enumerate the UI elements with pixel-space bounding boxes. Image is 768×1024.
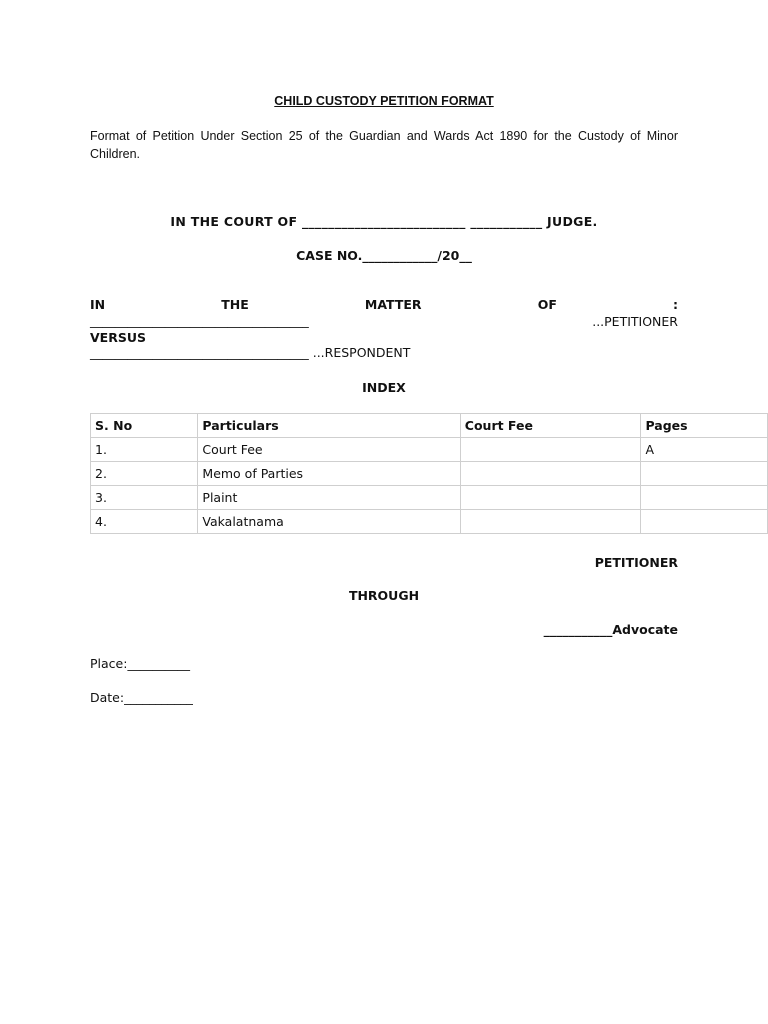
- matter-word-3: MATTER: [364, 297, 422, 312]
- respondent-line: ___________________________________ ...RESPONDENT: [90, 345, 411, 360]
- matter-word-1: IN: [90, 297, 106, 312]
- cell-court-fee: [460, 438, 641, 462]
- header-sno: S. No: [91, 414, 198, 438]
- table-row: [91, 510, 768, 534]
- petitioner-signature: PETITIONER: [594, 555, 678, 570]
- index-table: [90, 413, 768, 534]
- petitioner-tag: ...PETITIONER: [592, 314, 678, 329]
- table-row: [91, 438, 768, 462]
- cell-court-fee: [460, 462, 641, 486]
- petitioner-blank: ___________________________________: [90, 313, 309, 328]
- date-field: Date:___________: [90, 690, 193, 705]
- cell-pages: A: [641, 438, 768, 462]
- cell-particulars: Vakalatnama: [198, 510, 460, 534]
- cell-sno: 4.: [91, 510, 198, 534]
- index-heading: INDEX: [362, 380, 406, 395]
- versus-label: VERSUS: [90, 330, 146, 345]
- table-row: [91, 486, 768, 510]
- cell-particulars: Plaint: [198, 486, 460, 510]
- header-particulars: Particulars: [198, 414, 460, 438]
- cell-pages: [641, 462, 768, 486]
- through-label: THROUGH: [348, 588, 420, 603]
- cell-sno: 1.: [91, 438, 198, 462]
- header-pages: Pages: [641, 414, 768, 438]
- header-court-fee: Court Fee: [460, 414, 641, 438]
- cell-pages: [641, 486, 768, 510]
- matter-word-2: THE: [221, 297, 249, 312]
- table-header-row: [91, 414, 768, 438]
- place-field: Place:__________: [90, 656, 190, 671]
- matter-word-4: OF: [537, 297, 557, 312]
- cell-particulars: Memo of Parties: [198, 462, 460, 486]
- document-title: CHILD CUSTODY PETITION FORMAT: [274, 94, 494, 108]
- table-row: [91, 462, 768, 486]
- cell-sno: 2.: [91, 462, 198, 486]
- cell-court-fee: [460, 510, 641, 534]
- cell-particulars: Court Fee: [198, 438, 460, 462]
- case-number-line: CASE NO.____________/20__: [296, 248, 472, 263]
- cell-court-fee: [460, 486, 641, 510]
- advocate-line: ___________Advocate: [543, 622, 678, 637]
- intro-paragraph: Format of Petition Under Section 25 of the Guardian and Wards Act 1890 for the Custody of Minor Children.: [90, 129, 678, 161]
- cell-sno: 3.: [91, 486, 198, 510]
- court-line: IN THE COURT OF _________________________ ___________ JUDGE.: [170, 214, 598, 229]
- matter-colon: :: [672, 297, 678, 312]
- matter-line: [90, 297, 678, 312]
- cell-pages: [641, 510, 768, 534]
